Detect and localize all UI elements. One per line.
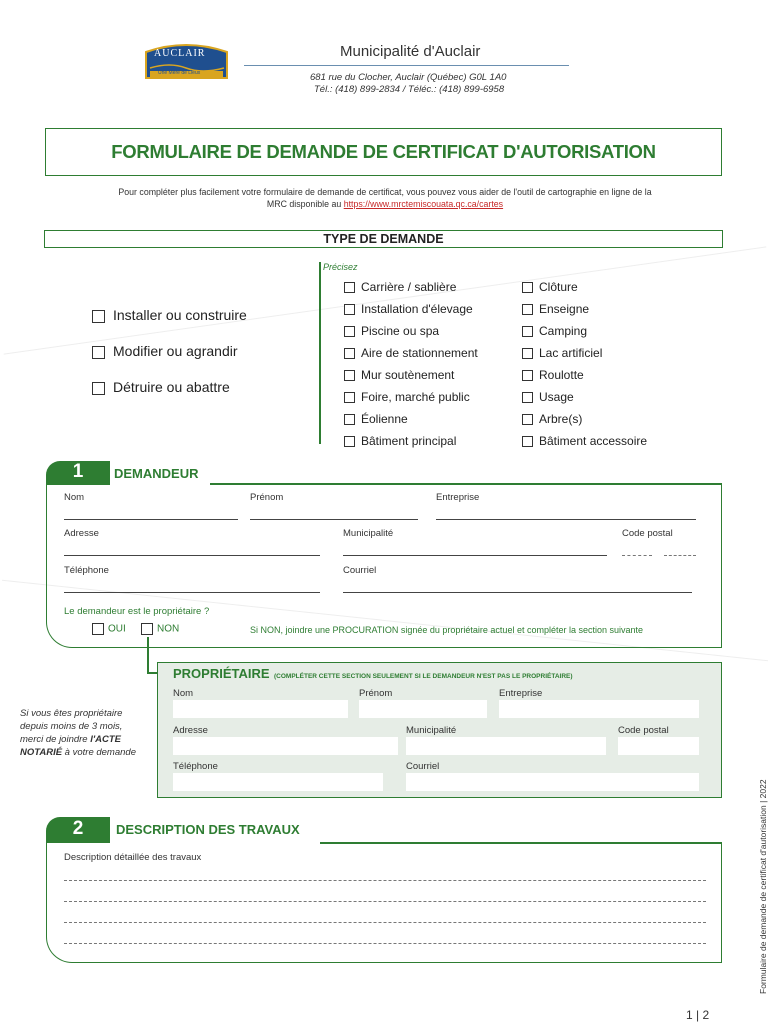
checkbox[interactable] [92,623,104,635]
description-label: Description détaillée des travaux [64,852,202,863]
municipality-phone: Tél.: (418) 899-2834 / Téléc.: (418) 899-6958 [314,84,505,95]
option-label: Bâtiment principal [361,434,457,448]
intro-text: Pour compléter plus facilement votre formulaire de demande de certificat, vous pouvez vous aider de l'outil de cartographie en ligne de la [118,187,652,197]
checkbox[interactable] [522,348,533,359]
option-modifier[interactable] [92,343,238,359]
code-postal-label: Code postal [622,528,673,539]
prop-municipalite-label: Municipalité [406,725,457,736]
page-number: 1 | 2 [686,1008,710,1022]
checkbox[interactable] [344,370,355,381]
option-label: Aire de stationnement [361,346,478,360]
section2-title: DESCRIPTION DES TRAVAUX [116,822,300,837]
option-enseigne[interactable] [522,302,589,316]
prop-prenom-field[interactable] [359,700,487,718]
section1-number: 1 [72,461,84,482]
option-label: Détruire ou abattre [113,379,230,395]
entreprise-label: Entreprise [436,492,480,503]
prop-entreprise-label: Entreprise [499,688,543,699]
option-mur[interactable] [344,368,454,382]
prop-adresse-field[interactable] [173,737,398,755]
side-note-bold: l'ACTE [90,734,121,745]
option-label: Clôture [539,280,578,294]
si-non-note: Si NON, joindre une PROCURATION signée du propriétaire actuel et compléter la section suivante [250,625,644,635]
option-label: Arbre(s) [539,412,583,426]
option-piscine[interactable] [344,324,439,338]
prop-code-postal-label: Code postal [618,725,669,736]
checkbox[interactable] [344,436,355,447]
checkbox[interactable] [344,348,355,359]
checkbox[interactable] [344,304,355,315]
type-demande-title: TYPE DE DEMANDE [323,232,444,246]
option-label: Piscine ou spa [361,324,440,338]
prop-nom-label: Nom [173,688,194,699]
option-label: Foire, marché public [361,390,470,404]
side-note-line [20,746,136,759]
courriel-field[interactable] [343,592,692,593]
prenom-field[interactable] [250,519,418,520]
option-camping[interactable] [522,324,587,338]
non-label: NON [157,623,180,635]
checkbox[interactable] [522,370,533,381]
checkbox[interactable] [344,282,355,293]
proprietaire-subtitle: (COMPLÉTER CETTE SECTION SEULEMENT SI LE DEMANDEUR N'EST PAS LE PROPRIÉTAIRE) [274,673,573,680]
municipalite-label: Municipalité [343,528,394,539]
prop-code-postal-field[interactable] [618,737,699,755]
code-postal-field-2[interactable] [664,555,696,556]
checkbox[interactable] [344,392,355,403]
non-option[interactable] [141,623,179,635]
nom-label: Nom [64,492,85,503]
description-line-2[interactable] [64,901,706,902]
connector-line [147,637,149,673]
logo-tagline: Une Mère de Lieux [158,70,201,76]
checkbox[interactable] [522,436,533,447]
side-note-line: depuis moins de 3 mois, [20,721,123,732]
municipality-logo [140,38,233,84]
option-cloture[interactable] [522,280,578,294]
proprietaire-question: Le demandeur est le propriétaire ? [64,606,210,617]
section2-number: 2 [72,818,84,839]
side-note-line [20,733,136,746]
cartes-link[interactable]: https://www.mrctemiscouata.qc.ca/cartes [343,199,504,209]
option-label: Camping [539,324,588,338]
description-line-1[interactable] [64,880,706,881]
option-label: Mur soutènement [361,368,455,382]
vertical-footer: Formulaire de demande de certificat d'autorisation | 2022 [758,779,768,994]
header-rule [244,65,569,66]
intro-line2 [0,199,770,209]
option-installer[interactable] [92,307,247,323]
oui-option[interactable] [92,623,126,635]
side-note-text: merci de joindre [20,734,91,745]
telephone-label: Téléphone [64,565,109,576]
checkbox[interactable] [92,310,105,323]
prop-nom-field[interactable] [173,700,348,718]
prop-prenom-label: Prénom [359,688,393,699]
background-map-line [4,246,767,354]
adresse-field[interactable] [64,555,320,556]
description-line-3[interactable] [64,922,706,923]
intro-text-2: MRC disponible au [266,199,342,209]
prop-entreprise-field[interactable] [499,700,699,718]
checkbox[interactable] [92,346,105,359]
option-detruire[interactable] [92,379,230,395]
checkbox[interactable] [92,382,105,395]
option-roulotte[interactable] [522,368,584,382]
checkbox[interactable] [141,623,153,635]
code-postal-field-1[interactable] [622,555,652,556]
nom-field[interactable] [64,519,238,520]
telephone-field[interactable] [64,592,320,593]
checkbox[interactable] [522,304,533,315]
prop-telephone-label: Téléphone [173,761,218,772]
option-elevage[interactable] [344,302,473,316]
section1-top-rule [210,483,722,485]
option-batiment-principal[interactable] [344,434,456,448]
section2-top-rule [320,842,722,844]
proprietaire-title: PROPRIÉTAIRE [173,666,270,681]
option-eolienne[interactable] [344,412,408,426]
prop-courriel-label: Courriel [406,761,440,772]
option-label: Installer ou construire [113,307,247,323]
prop-adresse-label: Adresse [173,725,208,736]
checkbox[interactable] [522,282,533,293]
oui-label: OUI [108,623,126,635]
prenom-label: Prénom [250,492,284,503]
checkbox[interactable] [522,414,533,425]
side-note-line: Si vous êtes propriétaire [20,708,123,719]
option-batiment-accessoire[interactable] [522,434,647,448]
municipality-name: Municipalité d'Auclair [340,43,481,60]
option-stationnement[interactable] [344,346,478,360]
logo-text: AUCLAIR [154,48,206,59]
proprietaire-heading [173,665,573,683]
checkbox[interactable] [344,414,355,425]
option-label: Enseigne [539,302,590,316]
municipalite-field[interactable] [343,555,607,556]
option-label: Installation d'élevage [361,302,473,316]
description-line-4[interactable] [64,943,706,944]
municipality-address: 681 rue du Clocher, Auclair (Québec) G0L 1A0 [310,72,507,83]
option-label: Lac artificiel [539,346,603,360]
prop-municipalite-field[interactable] [406,737,606,755]
checkbox[interactable] [522,326,533,337]
option-usage[interactable] [522,390,574,404]
prop-courriel-field[interactable] [406,773,699,791]
option-foire[interactable] [344,390,470,404]
section1-title: DEMANDEUR [114,466,199,481]
checkbox[interactable] [344,326,355,337]
option-label: Roulotte [539,368,584,382]
connector-line-h [147,672,157,674]
option-arbre[interactable] [522,412,582,426]
entreprise-field[interactable] [436,519,696,520]
option-label: Carrière / sablière [361,280,457,294]
adresse-label: Adresse [64,528,99,539]
side-note-bold: NOTARIÉ [20,747,63,758]
precisez-label: Précisez [323,262,358,272]
option-carriere[interactable] [344,280,456,294]
courriel-label: Courriel [343,565,377,576]
side-note [20,707,136,759]
side-note-text: à votre demande [62,747,136,758]
option-label: Bâtiment accessoire [539,434,648,448]
precisez-divider [319,262,321,444]
checkbox[interactable] [522,392,533,403]
form-title: FORMULAIRE DE DEMANDE DE CERTIFICAT D'AUTORISATION [111,141,656,162]
prop-telephone-field[interactable] [173,773,383,791]
option-label: Modifier ou agrandir [113,343,238,359]
option-label: Usage [539,390,574,404]
option-label: Éolienne [361,412,408,426]
option-lac[interactable] [522,346,602,360]
